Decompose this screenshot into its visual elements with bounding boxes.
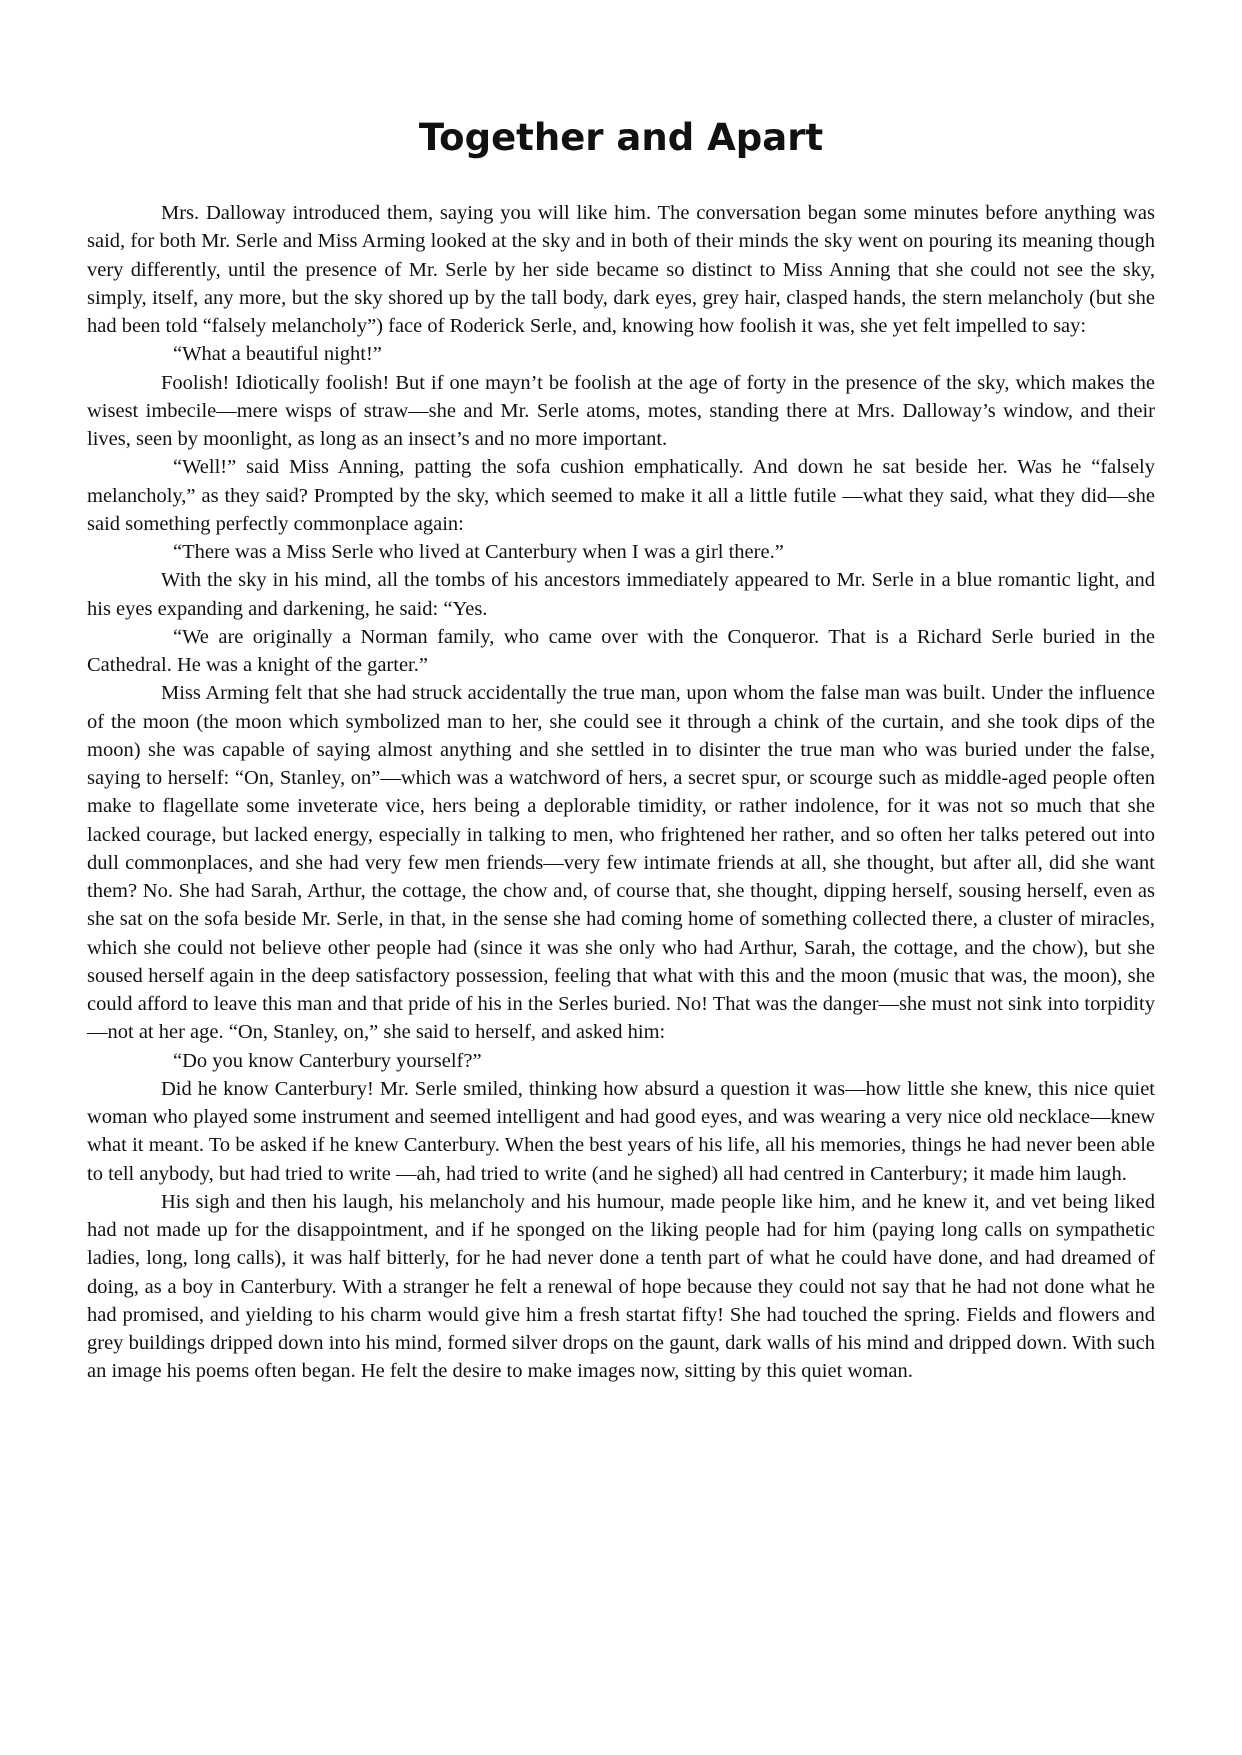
dialogue-paragraph: “There was a Miss Serle who lived at Canterbury when I was a girl there.” [173,541,784,563]
paragraph: Foolish! Idiotically foolish! But if one mayn’t be foolish at the age of forty in the presence of the sky, which makes the wisest imbecile—mere wisps of straw—she and Mr. Serle atoms, motes, standing there at Mrs. Dalloway’s window, and their lives, seen by moonlight, as long as an insect’s and no more important. [87,371,1155,450]
paragraph: Miss Arming felt that she had struck accidentally the true man, upon whom the false man was built. Under the influence of the moon (the moon which symbolized man to her, she could see it through a chink of the curtain, and she took dips of the moon) she was capable of saying almost anything and she settled in to disinter the true man who was buried under the false, saying to herself: “On, Stanley, on”—which was a watchword of hers, a secret spur, or scourge such as middle-aged people often make to flagellate some inveterate vice, hers being a deplorable timidity, or rather indolence, for it was not so much that she lacked courage, but lacked energy, especially in talking to men, who frightened her rather, and so often her talks petered out into dull commonplaces, and she had very few men friends—very few intimate friends at all, she thought, but after all, did she want them? No. She had Sarah, Arthur, the cottage, the chow and, of course that, she thought, dipping herself, sousing herself, even as she sat on the sofa beside Mr. Serle, in that, in the sense she had coming home of something collected there, a cluster of miracles, which she could not believe other people had (since it was she only who had Arthur, Sarah, the cottage, and the chow), but she soused herself again in the deep satisfactory possession, feeling that what with this and the moon (music that was, the moon), she could afford to leave this man and that pride of his in the Serles buried. No! That was the danger—she must not sink into torpidity—not at her age. “On, Stanley, on,” she said to herself, and asked him: [87,682,1155,1044]
paragraph: With the sky in his mind, all the tombs of his ancestors immediately appeared to Mr. Serle in a blue romantic light, and his eyes expanding and darkening, he said: “Yes. [87,569,1155,620]
dialogue-paragraph: “Well!” said Miss Anning, patting the sofa cushion emphatically. And down he sat beside her. Was he “falsely melancholy,” as they said? Prompted by the sky, which seemed to make it all a little futile —what they said, what they did—she said something perfectly commonplace again: [87,456,1155,535]
page-title: Together and Apart [418,116,824,159]
paragraph: Mrs. Dalloway introduced them, saying you will like him. The conversation began some minutes before anything was said, for both Mr. Serle and Miss Arming looked at the sky and in both of their minds the sky went on pouring its meaning though very differently, until the presence of Mr. Serle by her side became so distinct to Miss Anning that she could not see the sky, simply, itself, any more, but the sky shored up by the tall body, dark eyes, grey hair, clasped hands, the stern melancholy (but she had been told “falsely melancholy”) face of Roderick Serle, and, knowing how foolish it was, she yet felt impelled to say: [87,202,1155,337]
body-text [87,199,1155,1386]
paragraph: His sigh and then his laugh, his melancholy and his humour, made people like him, and he knew it, and vet being liked had not made up for the disappointment, and if he sponged on the liking people had for him (paying long calls on sympathetic ladies, long, long calls), it was half bitterly, for he had never done a tenth part of what he could have done, and had dreamed of doing, as a boy in Canterbury. With a stranger he felt a renewal of hope because they could not say that he had not done what he had promised, and yielding to his charm would give him a fresh startat fifty! She had touched the spring. Fields and flowers and grey buildings dripped down into his mind, formed silver drops on the gaunt, dark walls of his mind and dripped down. With such an image his poems often began. He felt the desire to make images now, sitting by this quiet woman. [87,1190,1155,1383]
paragraph: Did he know Canterbury! Mr. Serle smiled, thinking how absurd a question it was—how little she knew, this nice quiet woman who played some instrument and seemed intelligent and had good eyes, and was wearing a very nice old necklace—knew what it meant. To be asked if he knew Canterbury. When the best years of his life, all his memories, things he had never been able to tell anybody, but had tried to write —ah, had tried to write (and he sighed) all had centred in Canterbury; it made him laugh. [87,1077,1155,1185]
dialogue-paragraph: “We are originally a Norman family, who came over with the Conqueror. That is a Richard Serle buried in the Cathedral. He was a knight of the garter.” [87,625,1155,676]
dialogue-paragraph: “What a beautiful night!” [173,343,382,366]
dialogue-paragraph: “Do you know Canterbury yourself?” [173,1049,482,1072]
